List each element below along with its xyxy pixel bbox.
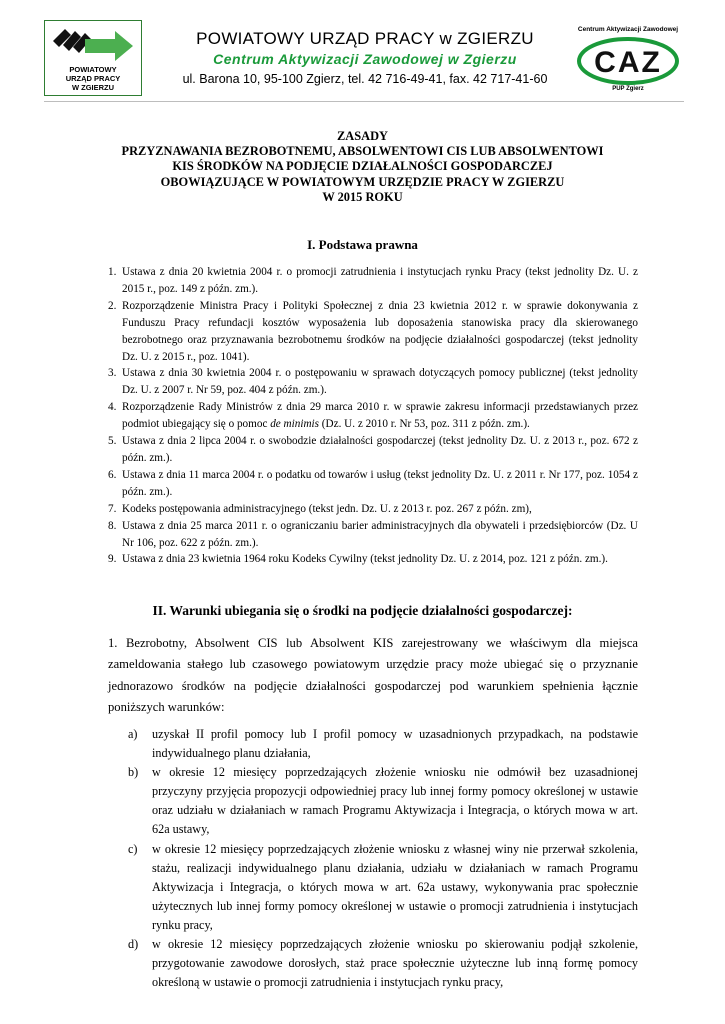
caz-logo	[574, 26, 682, 98]
title-line-1: ZASADY	[337, 129, 388, 143]
list-item-letter: a)	[128, 727, 138, 741]
list-item-text: Ustawa z dnia 20 kwietnia 2004 r. o promocji zatrudnienia i instytucjach rynku Pracy (tekst jednolity Dz. U. z 2015 r., poz. 149 z późn. zm.).	[122, 266, 638, 295]
list-item	[108, 501, 638, 518]
list-item	[108, 518, 638, 552]
logo-line-1: POWIATOWY	[69, 65, 117, 74]
office-subtitle: Centrum Aktywizacji Zawodowej w Zgierzu	[213, 51, 517, 67]
list-item-number: 4.	[108, 401, 117, 414]
list-item-number: 7.	[108, 502, 117, 515]
list-item	[108, 433, 638, 467]
list-item	[108, 365, 638, 399]
legal-basis-list	[108, 264, 638, 568]
section-2-heading: II. Warunki ubiegania się o środki na podjęcie działalności gospodarczej:	[152, 603, 573, 618]
list-item-number: 5.	[108, 435, 117, 448]
list-item	[128, 763, 638, 839]
list-item-text: Ustawa z dnia 30 kwietnia 2004 r. o postępowaniu w sprawach dotyczących pomocy publicznej (tekst jednolity Dz. U. z 2007 r. Nr 59, poz. 404 z późn. zm.).	[122, 367, 638, 397]
list-item	[128, 935, 638, 992]
list-item	[128, 725, 638, 763]
list-item-text-end: (Dz. U. z 2010 r. Nr 53, poz. 311 z późn. zm.).	[319, 418, 530, 431]
list-item-letter: b)	[128, 765, 139, 780]
office-address: ul. Barona 10, 95-100 Zgierz, tel. 42 716-49-41, fax. 42 717-41-60	[182, 72, 548, 86]
list-item	[108, 467, 638, 501]
pup-logo	[44, 20, 142, 96]
list-item-number: 1.	[108, 266, 117, 278]
list-item-letter: c)	[128, 841, 138, 856]
list-item-letter: d)	[128, 937, 139, 952]
list-item-text: uzyskał II profil pomocy lub I profil pomocy w uzasadnionych przypadkach, na podstawie indywidualnego planu działania,	[152, 727, 638, 761]
title-line-5: W 2015 ROKU	[322, 189, 403, 204]
caz-oval-icon	[576, 36, 680, 86]
list-item-text: Rozporządzenie Ministra Pracy i Polityki Społecznej z dnia 23 kwietnia 2012 r. w sprawie dokonywania z Funduszu Pracy refundacji kosztów wyposażenia lub doposażenia stanowiska pracy dla skierowanego bezrobotnego oraz przyznawania bezrobotnemu środków na podjęcie działalności gospodarczej (tekst jednolity Dz. U. z 2015 r., poz. 1041).	[122, 299, 638, 363]
caz-letters: CAZ	[594, 46, 662, 79]
list-item	[108, 551, 638, 568]
list-item-number: 2.	[108, 299, 117, 312]
section-1-heading: I. Podstawa prawna	[307, 237, 418, 252]
logo-line-3: W ZGIERZU	[71, 83, 115, 92]
list-item	[108, 264, 638, 298]
document-title	[70, 129, 655, 205]
pup-logo-text	[45, 65, 141, 92]
list-item-number: 8.	[108, 519, 117, 532]
caz-logo-bottom-text: PUP Zgierz	[612, 86, 644, 92]
conditions-list	[128, 725, 638, 992]
title-line-4: OBOWIĄZUJĄCE W POWIATOWYM URZĘDZIE PRACY W ZGIERZU	[160, 174, 565, 189]
list-item-text: Ustawa z dnia 23 kwietnia 1964 roku Kodeks Cywilny (tekst jednolity Dz. U. z 2014, poz. 121 z późn. zm.).	[122, 553, 608, 566]
arrow-logo-icon	[51, 25, 137, 65]
list-item-text: Ustawa z dnia 11 marca 2004 r. o podatku od towarów i usług (tekst jednolity Dz. U. z 2011 r. Nr 177, poz. 1054 z późn. zm.).	[122, 468, 638, 498]
list-item-text: w okresie 12 miesięcy poprzedzających złożenie wniosku nie odmówił bez uzasadnionej przyczyny przyjęcia propozycji odpowiedniej pracy lub innej formy pomocy określonej w ustawie oraz udziału w działaniach w ramach Programu Aktywizacja i Integracja, o których mowa w art. 62a ustawy,	[152, 765, 638, 837]
list-item-text: w okresie 12 miesięcy poprzedzających złożenie wniosku po skierowaniu podjął szkolenie, przygotowanie zawodowe dorosłych, staż prace społecznie użyteczne lub inną formę pomocy określoną w ustawie o promocji zatrudnienia i instytucjach rynku pracy,	[152, 937, 638, 990]
list-item-number: 3.	[108, 367, 117, 380]
list-item-text: Rozporządzenie Rady Ministrów z dnia 29 marca 2010 r. w sprawie zakresu informacji przedstawianych przez podmiot ubiegający się o pomoc	[122, 401, 638, 431]
caz-logo-top-text: Centrum Aktywizacji Zawodowej	[577, 26, 679, 33]
list-item	[108, 399, 638, 433]
list-item-text: Kodeks postępowania administracyjnego (tekst jedn. Dz. U. z 2013 r. poz. 267 z późn. zm),	[122, 502, 532, 515]
list-item	[108, 298, 638, 366]
list-item-text: w okresie 12 miesięcy poprzedzających złożenie wniosku z własnej winy nie przerwał szkolenia, stażu, realizacji indywidualnego planu działania, udziału w działaniach w ramach Programu Aktywizacja i Integracja, o których mowa w art. 62a ustawy, wykonywania prac społecznie użytecznych lub innej formy pomocy określonej w ustawie o promocji zatrudnienia i instytucjach rynku pracy,	[152, 841, 638, 932]
header-divider	[44, 101, 684, 102]
logo-line-2: URZĄD PRACY	[65, 74, 121, 83]
list-item-italic-text: de minimis	[270, 418, 319, 431]
list-item-text: Ustawa z dnia 25 marca 2011 r. o ograniczaniu barier administracyjnych dla obywateli i przedsiębiorców (Dz. U Nr 106, poz. 622 z późn. zm.).	[122, 519, 638, 549]
title-line-2: PRZYZNAWANIA BEZROBOTNEMU, ABSOLWENTOWI CIS LUB ABSOLWENTOWI	[121, 144, 604, 159]
list-item-number: 9.	[108, 553, 117, 566]
title-line-3: KIS ŚRODKÓW NA PODJĘCIE DZIAŁALNOŚCI GOSPODARCZEJ	[172, 159, 553, 174]
office-title: POWIATOWY URZĄD PRACY w ZGIERZU	[196, 29, 534, 48]
list-item-text: Ustawa z dnia 2 lipca 2004 r. o swobodzie działalności gospodarczej (tekst jednolity Dz. U. z 2013 r., poz. 672 z późn. zm.).	[122, 435, 638, 464]
list-item	[128, 840, 638, 935]
list-item-number: 6.	[108, 468, 117, 481]
paragraph-1: 1. Bezrobotny, Absolwent CIS lub Absolwent KIS zarejestrowany we właściwym dla miejsca zameldowania stałego lub czasowego powiatowym urzędzie pracy może ubiegać się o przyznanie jednorazowo środków na podjęcie działalności gospodarczej pod warunkiem spełnienia łącznie poniższych warunków:	[108, 636, 638, 715]
